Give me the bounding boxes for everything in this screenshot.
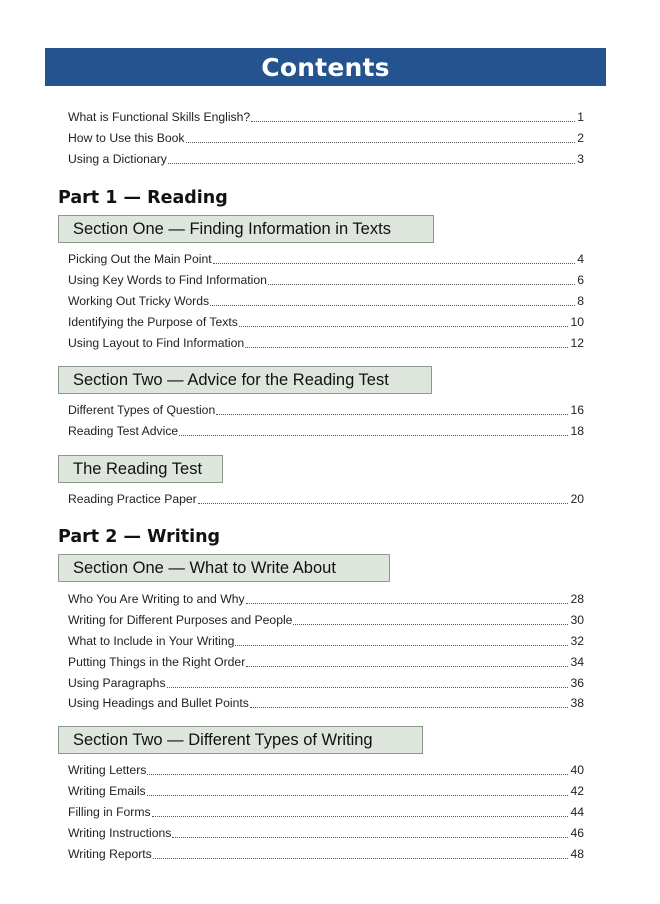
toc-entry[interactable] — [68, 271, 584, 288]
toc-entry-title: Working Out Tricky Words — [68, 294, 210, 308]
dot-leader — [147, 795, 569, 796]
section-heading-finding-information: Section One — Finding Information in Texts — [58, 215, 434, 243]
toc-entry-page: 4 — [577, 252, 584, 266]
toc-entry-page: 38 — [570, 696, 584, 710]
toc-entry-title: Picking Out the Main Point — [68, 252, 212, 266]
toc-entry-page: 32 — [570, 634, 584, 648]
toc-entry[interactable] — [68, 401, 584, 418]
section-heading-reading-test: The Reading Test — [58, 455, 223, 483]
toc-entry[interactable] — [68, 422, 584, 439]
toc-entry-title: Using a Dictionary — [68, 152, 167, 166]
toc-entry-title: Using Layout to Find Information — [68, 336, 245, 350]
toc-entry-title: Writing for Different Purposes and People — [68, 613, 293, 627]
toc-entry-page: 16 — [570, 403, 584, 417]
dot-leader — [198, 503, 569, 504]
toc-entry-title: Who You Are Writing to and Why — [68, 592, 245, 606]
toc-entry-page: 20 — [570, 492, 584, 506]
toc-entry[interactable] — [68, 824, 584, 841]
toc-entry[interactable] — [68, 150, 584, 167]
dot-leader — [168, 163, 575, 164]
toc-entry-page: 1 — [577, 110, 584, 124]
toc-entry-title: Writing Emails — [68, 784, 146, 798]
toc-entry-page: 18 — [570, 424, 584, 438]
toc-entry-page: 28 — [570, 592, 584, 606]
toc-entry-title: Writing Letters — [68, 763, 147, 777]
toc-entry-page: 10 — [570, 315, 584, 329]
dot-leader — [210, 305, 575, 306]
dot-leader — [216, 414, 568, 415]
page-title: Contents — [261, 52, 390, 82]
toc-entry[interactable] — [68, 761, 584, 778]
dot-leader — [268, 284, 575, 285]
dot-leader — [293, 624, 568, 625]
toc-entry-title: Writing Reports — [68, 847, 152, 861]
toc-entry-page: 30 — [570, 613, 584, 627]
toc-entry[interactable] — [68, 129, 584, 146]
dot-leader — [239, 326, 569, 327]
toc-entry-page: 3 — [577, 152, 584, 166]
toc-entry-page: 36 — [570, 676, 584, 690]
toc-entry[interactable] — [68, 845, 584, 862]
toc-entry-title: Using Headings and Bullet Points — [68, 696, 249, 710]
section-heading-types-of-writing: Section Two — Different Types of Writing — [58, 726, 423, 754]
toc-entry-title: Reading Test Advice — [68, 424, 179, 438]
toc-entry-title: Putting Things in the Right Order — [68, 655, 246, 669]
toc-entry[interactable] — [68, 334, 584, 351]
toc-entry[interactable] — [68, 292, 584, 309]
toc-entry-title: What is Functional Skills English? — [68, 110, 251, 124]
toc-entry[interactable] — [68, 694, 584, 711]
toc-entry-page: 42 — [570, 784, 584, 798]
toc-entry-title: Using Key Words to Find Information — [68, 273, 267, 287]
toc-entry-page: 8 — [577, 294, 584, 308]
toc-entry-title: Identifying the Purpose of Texts — [68, 315, 238, 329]
dot-leader — [167, 687, 569, 688]
dot-leader — [246, 666, 568, 667]
dot-leader — [153, 858, 569, 859]
toc-entry-title: Reading Practice Paper — [68, 492, 197, 506]
toc-entry-title: Writing Instructions — [68, 826, 172, 840]
dot-leader — [250, 707, 569, 708]
toc-entry[interactable] — [68, 611, 584, 628]
toc-entry-title: Using Paragraphs — [68, 676, 166, 690]
toc-entry-page: 12 — [570, 336, 584, 350]
dot-leader — [186, 142, 576, 143]
dot-leader — [245, 347, 568, 348]
toc-entry-page: 46 — [570, 826, 584, 840]
part-2-heading: Part 2 — Writing — [58, 527, 221, 547]
dot-leader — [152, 816, 569, 817]
dot-leader — [235, 645, 568, 646]
toc-entry[interactable] — [68, 632, 584, 649]
contents-banner — [45, 48, 606, 86]
dot-leader — [172, 837, 568, 838]
toc-entry-title: Filling in Forms — [68, 805, 151, 819]
toc-entry[interactable] — [68, 590, 584, 607]
section-heading-reading-test-advice: Section Two — Advice for the Reading Test — [58, 366, 432, 394]
toc-entry[interactable] — [68, 653, 584, 670]
dot-leader — [251, 121, 575, 122]
toc-entry[interactable] — [68, 313, 584, 330]
toc-entry-title: What to Include in Your Writing — [68, 634, 235, 648]
dot-leader — [246, 603, 569, 604]
dot-leader — [147, 774, 568, 775]
part-1-heading: Part 1 — Reading — [58, 188, 228, 208]
toc-entry[interactable] — [68, 108, 584, 125]
toc-entry[interactable] — [68, 490, 584, 507]
toc-entry-title: Different Types of Question — [68, 403, 216, 417]
toc-entry-page: 44 — [570, 805, 584, 819]
dot-leader — [179, 435, 568, 436]
toc-entry-page: 48 — [570, 847, 584, 861]
toc-entry[interactable] — [68, 250, 584, 267]
toc-entry[interactable] — [68, 674, 584, 691]
section-heading-what-to-write: Section One — What to Write About — [58, 554, 390, 582]
toc-entry-page: 6 — [577, 273, 584, 287]
toc-entry[interactable] — [68, 803, 584, 820]
toc-entry-page: 40 — [570, 763, 584, 777]
toc-entry-title: How to Use this Book — [68, 131, 185, 145]
toc-entry-page: 2 — [577, 131, 584, 145]
toc-entry[interactable] — [68, 782, 584, 799]
toc-entry-page: 34 — [570, 655, 584, 669]
dot-leader — [213, 263, 576, 264]
